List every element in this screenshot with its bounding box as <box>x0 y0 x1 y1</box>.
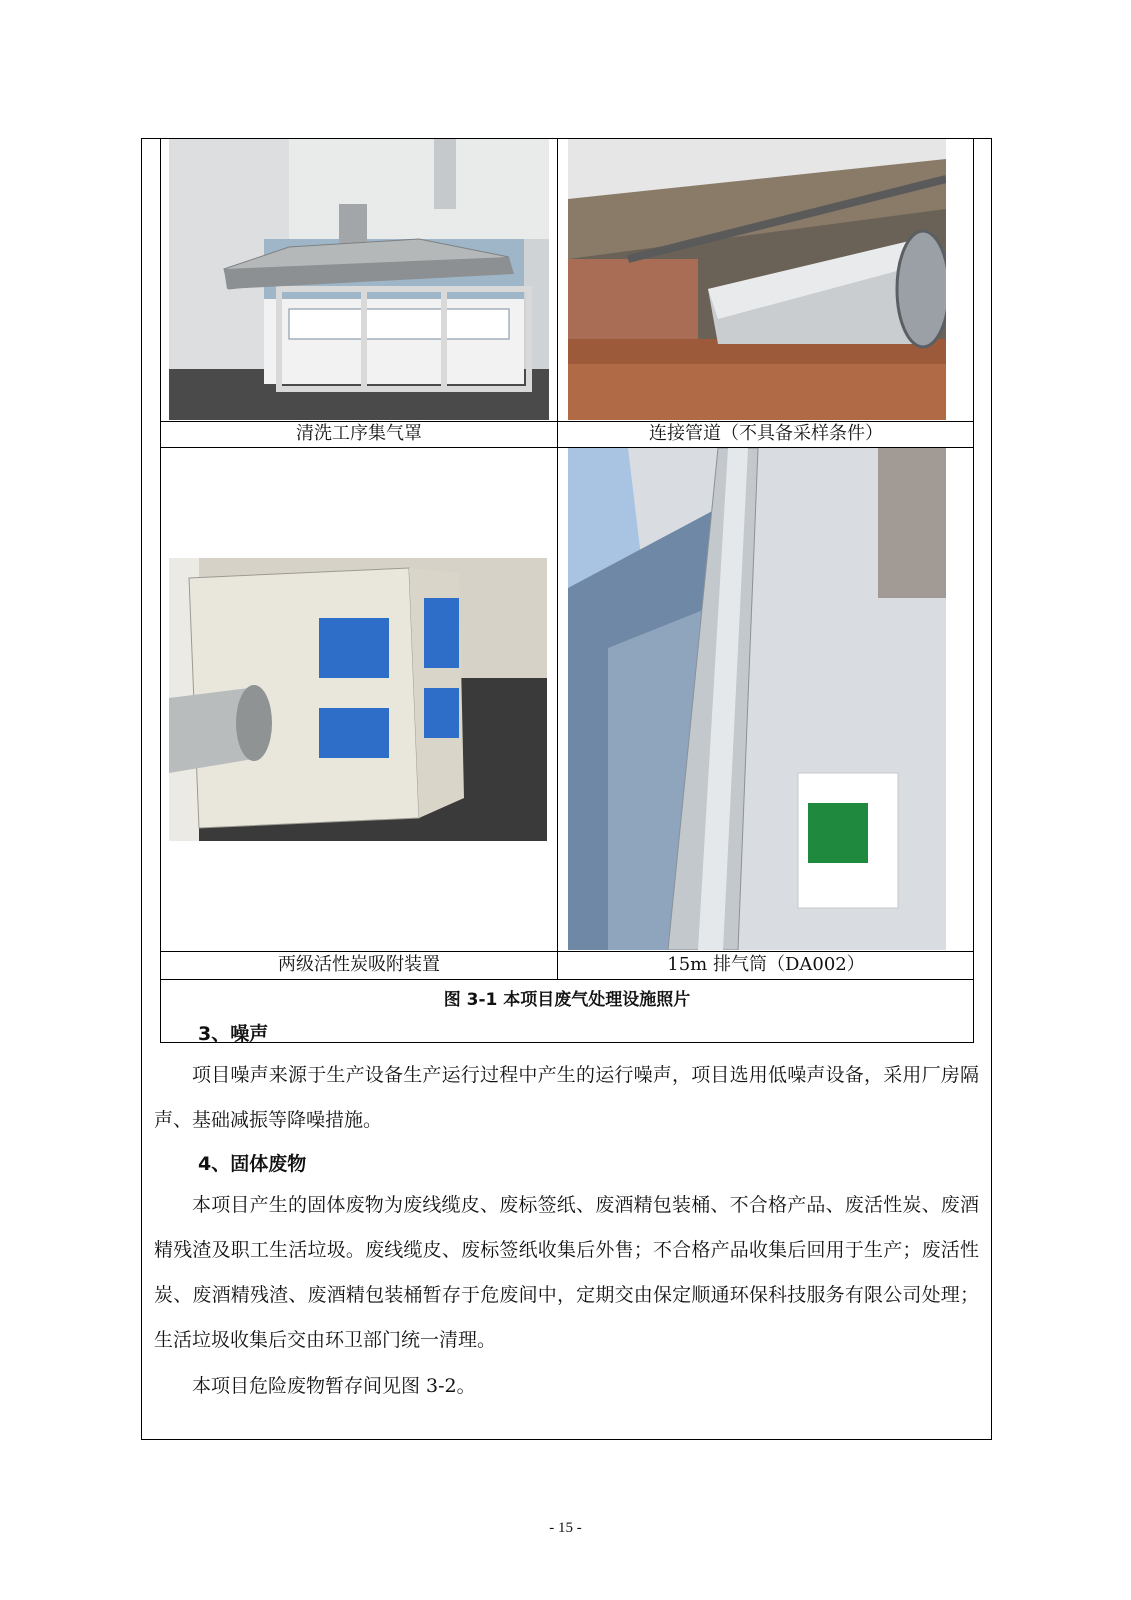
caption-exhaust-stack: 15m 排气筒（DA002） <box>667 954 865 975</box>
photo-gas-hood <box>169 139 549 420</box>
photo-connecting-pipe <box>568 139 946 420</box>
caption-gas-hood: 清洗工序集气罩 <box>296 423 422 444</box>
figure-title: 图 3-1 本项目废气处理设施照片 <box>443 990 691 1010</box>
page-frame <box>141 138 992 1440</box>
noise-heading: 3、噪声 <box>198 1023 269 1045</box>
caption-connecting-pipe: 连接管道（不具备采样条件） <box>649 423 883 444</box>
solid-waste-paragraph: 本项目产生的固体废物为废线缆皮、废标签纸、废酒精包装桶、不合格产品、废活性炭、废酒精残渣及职工生活垃圾。废线缆皮、废标签纸收集后外售；不合格产品收集后回用于生产；废活性炭、废酒精残渣、废酒精包装桶暂存于危废间中，定期交由保定顺通环保科技服务有限公司处理；生活垃圾收集后交由环卫部门统一清理。 <box>154 1194 979 1351</box>
page-number: - 15 - <box>549 1520 582 1536</box>
photo-carbon-adsorber <box>169 558 547 841</box>
figure-table <box>160 139 974 1043</box>
hazard-storage-paragraph: 本项目危险废物暂存间见图 3-2。 <box>192 1375 476 1397</box>
caption-carbon-adsorber: 两级活性炭吸附装置 <box>278 954 440 975</box>
solid-waste-heading: 4、固体废物 <box>198 1153 307 1175</box>
photo-exhaust-stack <box>568 448 946 950</box>
noise-paragraph: 项目噪声来源于生产设备生产运行过程中产生的运行噪声，项目选用低噪声设备，采用厂房隔声、基础减振等降噪措施。 <box>154 1064 979 1131</box>
